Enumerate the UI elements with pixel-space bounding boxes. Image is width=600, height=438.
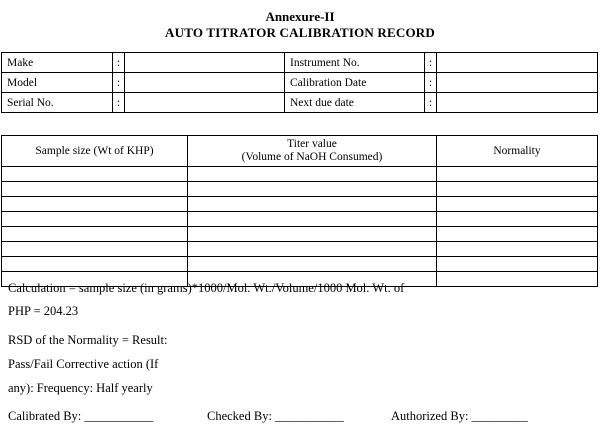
info-row-serial <box>2 93 598 113</box>
instrument-no-label: Instrument No. <box>285 53 425 73</box>
titer-value-cell[interactable] <box>188 227 437 242</box>
titer-value-cell[interactable] <box>188 167 437 182</box>
table-row <box>2 167 598 182</box>
page-title: AUTO TITRATOR CALIBRATION RECORD <box>165 25 435 40</box>
sample-size-cell[interactable] <box>2 167 188 182</box>
checked-by-field[interactable]: Checked By: ___________ <box>207 409 344 423</box>
table-row <box>2 197 598 212</box>
colon: : <box>113 93 125 113</box>
serial-no-label: Serial No. <box>2 93 113 113</box>
instrument-no-value[interactable] <box>437 53 598 73</box>
annexure-label: Annexure-II <box>265 9 335 24</box>
titer-value-cell[interactable] <box>188 242 437 257</box>
model-label: Model <box>2 73 113 93</box>
titer-value-cell[interactable] <box>188 257 437 272</box>
calibration-date-value[interactable] <box>437 73 598 93</box>
normality-cell[interactable] <box>437 167 598 182</box>
titer-value-cell[interactable] <box>188 212 437 227</box>
sample-size-cell[interactable] <box>2 227 188 242</box>
normality-cell[interactable] <box>437 227 598 242</box>
table-row <box>2 212 598 227</box>
sample-size-cell[interactable] <box>2 242 188 257</box>
normality-cell[interactable] <box>437 257 598 272</box>
normality-cell[interactable] <box>437 212 598 227</box>
titration-table <box>1 135 598 287</box>
titer-value-header-line2: (Volume of NaOH Consumed) <box>241 151 383 163</box>
colon: : <box>113 73 125 93</box>
serial-no-value[interactable] <box>125 93 285 113</box>
colon: : <box>425 93 437 113</box>
sample-size-header-text: Sample size (Wt of KHP) <box>35 144 154 157</box>
normality-header <box>437 136 598 167</box>
info-row-make <box>2 53 598 73</box>
normality-cell[interactable] <box>437 197 598 212</box>
frequency-line: any): Frequency: Half yearly <box>8 381 153 395</box>
sample-size-cell[interactable] <box>2 197 188 212</box>
table-row <box>2 182 598 197</box>
table-row <box>2 227 598 242</box>
calibration-date-label: Calibration Date <box>285 73 425 93</box>
titer-value-cell[interactable] <box>188 182 437 197</box>
calculation-line-2: PHP = 204.23 <box>8 304 79 318</box>
table-row <box>2 242 598 257</box>
instrument-info-table <box>1 52 598 113</box>
colon: : <box>113 53 125 73</box>
sample-size-header <box>2 136 188 167</box>
rsd-line: RSD of the Normality = Result: <box>8 333 168 347</box>
sample-size-cell[interactable] <box>2 182 188 197</box>
normality-cell[interactable] <box>437 182 598 197</box>
colon: : <box>425 73 437 93</box>
titration-header-row <box>2 136 598 167</box>
normality-header-text: Normality <box>493 144 541 157</box>
calculation-line-1: Calculation = sample size (in grams)*1000/Mol. Wt./Volume/1000 Mol. Wt. of <box>8 281 405 295</box>
titer-value-header-line1: Titer value <box>287 138 337 150</box>
model-value[interactable] <box>125 73 285 93</box>
next-due-date-label: Next due date <box>285 93 425 113</box>
make-value[interactable] <box>125 53 285 73</box>
calibrated-by-field[interactable]: Calibrated By: ___________ <box>8 409 154 423</box>
authorized-by-field[interactable]: Authorized By: _________ <box>391 409 528 423</box>
sample-size-cell[interactable] <box>2 212 188 227</box>
titer-value-cell[interactable] <box>188 197 437 212</box>
normality-cell[interactable] <box>437 242 598 257</box>
pass-fail-line: Pass/Fail Corrective action (If <box>8 357 159 371</box>
make-label: Make <box>2 53 113 73</box>
next-due-date-value[interactable] <box>437 93 598 113</box>
sample-size-cell[interactable] <box>2 257 188 272</box>
table-row <box>2 257 598 272</box>
normality-cell[interactable] <box>437 272 598 287</box>
info-row-model <box>2 73 598 93</box>
colon: : <box>425 53 437 73</box>
titer-value-header <box>188 136 437 167</box>
